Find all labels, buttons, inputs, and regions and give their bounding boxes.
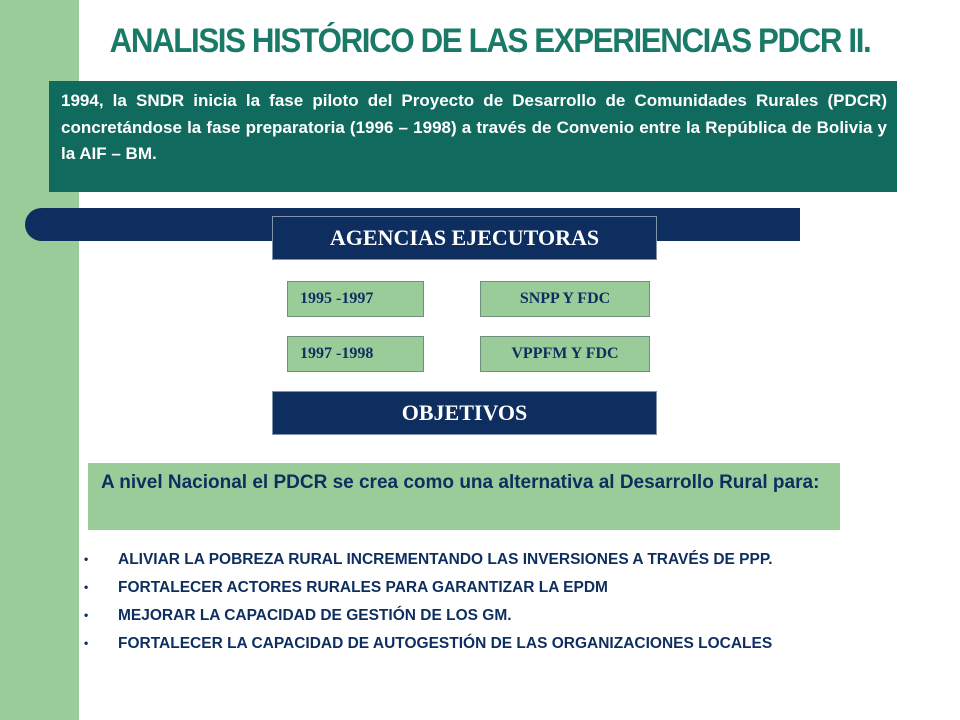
agency-name-2: VPPFM Y FDC <box>480 336 650 372</box>
objective-text-4: FORTALECER LA CAPACIDAD DE AUTOGESTIÓN DE LAS ORGANIZACIONES LOCALES <box>118 635 773 652</box>
agency-name-1: SNPP Y FDC <box>480 281 650 317</box>
bullet-icon: • <box>84 552 89 566</box>
objective-text-2: FORTALECER ACTORES RURALES PARA GARANTIZAR LA EPDM <box>118 579 608 596</box>
objectives-list <box>84 550 854 662</box>
objective-text-1: ALIVIAR LA POBREZA RURAL INCREMENTANDO LAS INVERSIONES A TRAVÉS DE PPP. <box>118 551 773 568</box>
bullet-icon: • <box>84 580 89 594</box>
objective-item-2 <box>84 578 854 597</box>
intro-text-box: 1994, la SNDR inicia la fase piloto del Proyecto de Desarrollo de Comunidades Rurales (PDCR) concretándose la fase preparatoria (1996 – 1998) a través de Convenio entre la República de Bolivia y la AIF – BM. <box>49 81 897 192</box>
objective-item-1 <box>84 550 854 569</box>
bullet-icon: • <box>84 608 89 622</box>
agency-period-1: 1995 -1997 <box>287 281 424 317</box>
bullet-icon: • <box>84 636 89 650</box>
slide-title: ANALISIS HISTÓRICO DE LAS EXPERIENCIAS PDCR II. <box>109 22 871 60</box>
national-objective-intro: A nivel Nacional el PDCR se crea como una alternativa al Desarrollo Rural para: <box>88 463 840 530</box>
objective-item-3 <box>84 606 854 625</box>
agency-period-2: 1997 -1998 <box>287 336 424 372</box>
objectives-heading: OBJETIVOS <box>272 391 657 435</box>
agencies-heading: AGENCIAS EJECUTORAS <box>272 216 657 260</box>
objective-item-4 <box>84 634 854 653</box>
objective-text-3: MEJORAR LA CAPACIDAD DE GESTIÓN DE LOS GM. <box>118 607 512 624</box>
